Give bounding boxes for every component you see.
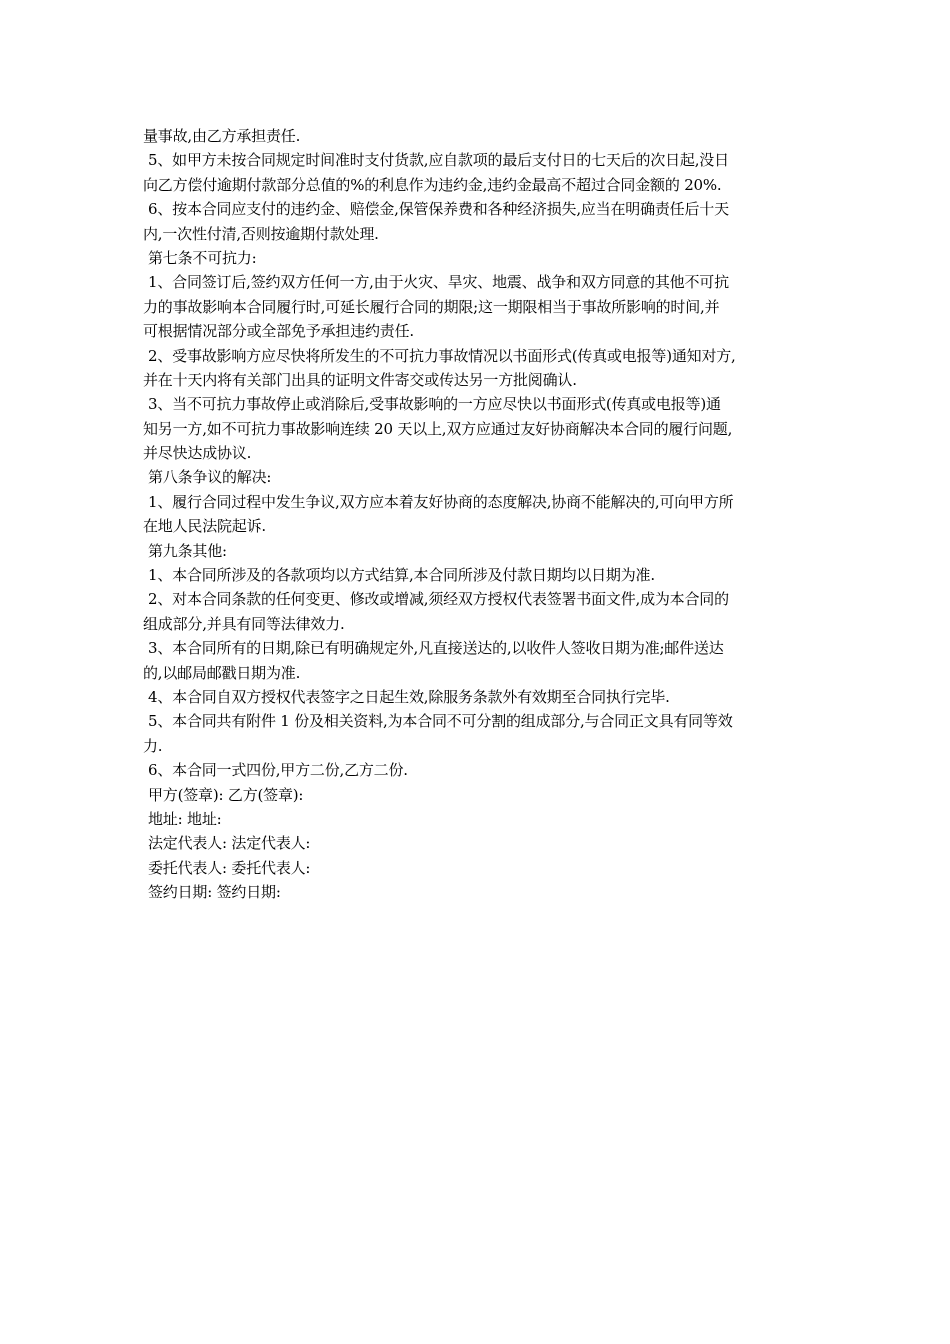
signature-parties: 甲方(签章): 乙方(签章): bbox=[148, 785, 304, 804]
article-9-item-2-line-1: 2、对本合同条款的任何变更、修改或增减,须经双方授权代表签署书面文件,成为本合同的 bbox=[148, 590, 729, 609]
article-9-item-3-line-2: 的,以邮局邮戳日期为准. bbox=[143, 663, 301, 682]
article-7-item-1-line-3: 可根据情况部分或全部免予承担违约责任. bbox=[143, 322, 414, 341]
signature-address: 地址: 地址: bbox=[148, 809, 222, 828]
clause-5-line-2: 向乙方偿付逾期付款部分总值的%的利息作为违约金,违约金最高不超过合同金额的 20%. bbox=[143, 175, 722, 194]
article-7-item-3-line-2: 知另一方,如不可抗力事故影响连续 20 天以上,双方应通过友好协商解决本合同的履行问题, bbox=[143, 419, 733, 438]
contract-page bbox=[143, 124, 815, 905]
article-7-item-1-line-1: 1、合同签订后,签约双方任何一方,由于火灾、旱灾、地震、战争和双方同意的其他不可抗 bbox=[148, 273, 729, 292]
article-9-heading: 第九条其他: bbox=[148, 541, 227, 560]
clause-6-line-1: 6、按本合同应支付的违约金、赔偿金,保管保养费和各种经济损失,应当在明确责任后十天 bbox=[148, 200, 729, 219]
article-8-heading: 第八条争议的解决: bbox=[148, 468, 272, 487]
clause-6-line-2: 内,一次性付清,否则按逾期付款处理. bbox=[143, 224, 379, 243]
signature-date: 签约日期: 签约日期: bbox=[148, 883, 281, 902]
article-9-item-3-line-1: 3、本合同所有的日期,除已有明确规定外,凡直接送达的,以收件人签收日期为准;邮件送达 bbox=[148, 639, 724, 658]
article-7-item-2-line-2: 并在十天内将有关部门出具的证明文件寄交或传达另一方批阅确认. bbox=[143, 370, 577, 389]
article-9-item-1: 1、本合同所涉及的各款项均以方式结算,本合同所涉及付款日期均以日期为准. bbox=[148, 566, 655, 585]
article-8-item-1-line-1: 1、履行合同过程中发生争议,双方应本着友好协商的态度解决,协商不能解决的,可向甲方所 bbox=[148, 492, 734, 511]
text-line: 量事故,由乙方承担责任. bbox=[143, 127, 301, 145]
clause-5-line-1: 5、如甲方未按合同规定时间准时支付货款,应自款项的最后支付日的七天后的次日起,没日 bbox=[148, 151, 729, 170]
article-9-item-4: 4、本合同自双方授权代表签字之日起生效,除服务条款外有效期至合同执行完毕. bbox=[148, 687, 670, 706]
article-7-heading: 第七条不可抗力: bbox=[148, 248, 257, 267]
article-7-item-2-line-1: 2、受事故影响方应尽快将所发生的不可抗力事故情况以书面形式(传真或电报等)通知对方, bbox=[148, 346, 736, 365]
signature-legal-representative: 法定代表人: 法定代表人: bbox=[148, 834, 311, 853]
article-9-item-5-line-1: 5、本合同共有附件 1 份及相关资料,为本合同不可分割的组成部分,与合同正文具有同等效 bbox=[148, 712, 733, 731]
article-8-item-1-line-2: 在地人民法院起诉. bbox=[143, 517, 266, 536]
article-7-item-1-line-2: 力的事故影响本合同履行时,可延长履行合同的期限;这一期限相当于事故所影响的时间,并 bbox=[143, 297, 720, 316]
article-7-item-3-line-1: 3、当不可抗力事故停止或消除后,受事故影响的一方应尽快以书面形式(传真或电报等)通 bbox=[148, 395, 721, 414]
article-9-item-2-line-2: 组成部分,并具有同等法律效力. bbox=[143, 614, 345, 633]
article-9-item-6: 6、本合同一式四份,甲方二份,乙方二份. bbox=[148, 761, 408, 780]
signature-authorized-representative: 委托代表人: 委托代表人: bbox=[148, 858, 311, 877]
article-9-item-5-line-2: 力. bbox=[143, 736, 163, 755]
article-7-item-3-line-3: 并尽快达成协议. bbox=[143, 444, 252, 463]
